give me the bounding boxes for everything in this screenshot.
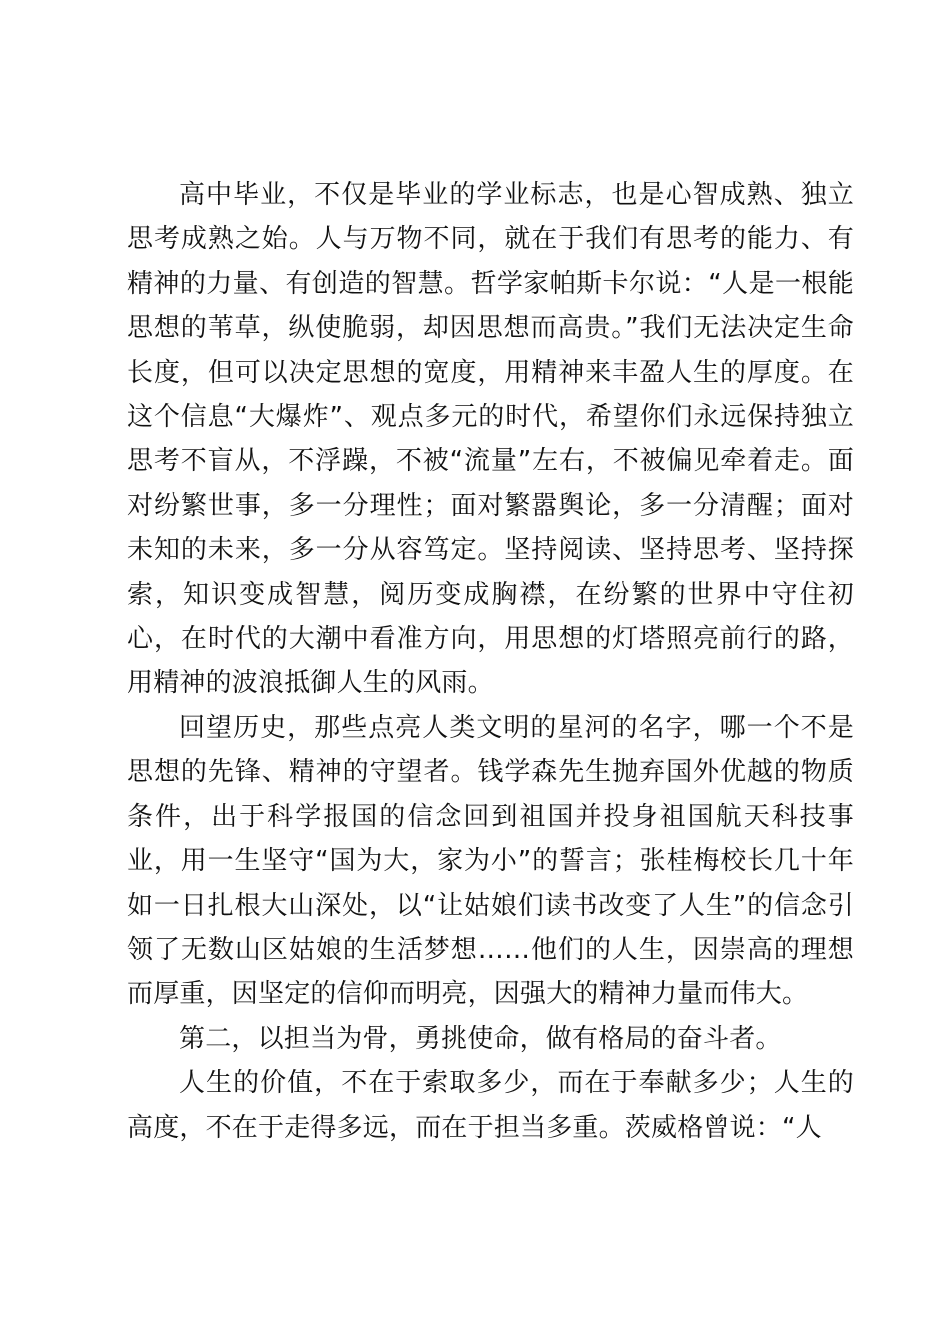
paragraph-life-value: 人生的价值，不在于索取多少，而在于奉献多少；人生的高度，不在于走得多远，而在于担当多重。茨威格曾说：“人 (127, 1068, 854, 1143)
paragraph-history: 回望历史，那些点亮人类文明的星河的名字，哪一个不是思想的先锋、精神的守望者。钱学森先生抛弃国外优越的物质条件，出于科学报国的信念回到祖国并投身祖国航天科技事业，用一生坚守“国为大，家为小”的誓言；张桂梅校长几十年如一日扎根大山深处，以“让姑娘们读书改变了人生”的信念引领了无数山区姑娘的生活梦想……他们的人生，因崇高的理想而厚重，因坚定的信仰而明亮，因强大的精神力量而伟大。 (127, 712, 854, 1010)
document-body (127, 173, 854, 1150)
paragraph-independent-thinking: 高中毕业，不仅是毕业的学业标志，也是心智成熟、独立思考成熟之始。人与万物不同，就在于我们有思考的能力、有精神的力量、有创造的智慧。哲学家帕斯卡尔说：“人是一根能思想的苇草，纵使脆弱，却因思想而高贵。”我们无法决定生命长度，但可以决定思想的宽度，用精神来丰盈人生的厚度。在这个信息“大爆炸”、观点多元的时代，希望你们永远保持独立思考不盲从，不浮躁，不被“流量”左右，不被偏见牵着走。面对纷繁世事，多一分理性；面对繁嚣舆论，多一分清醒；面对未知的未来，多一分从容笃定。坚持阅读、坚持思考、坚持探索，知识变成智慧，阅历变成胸襟，在纷繁的世界中守住初心，在时代的大潮中看准方向，用思想的灯塔照亮前行的路，用精神的波浪抵御人生的风雨。 (127, 180, 854, 699)
paragraph-section-heading: 第二，以担当为骨，勇挑使命，做有格局的奋斗者。 (179, 1023, 782, 1054)
